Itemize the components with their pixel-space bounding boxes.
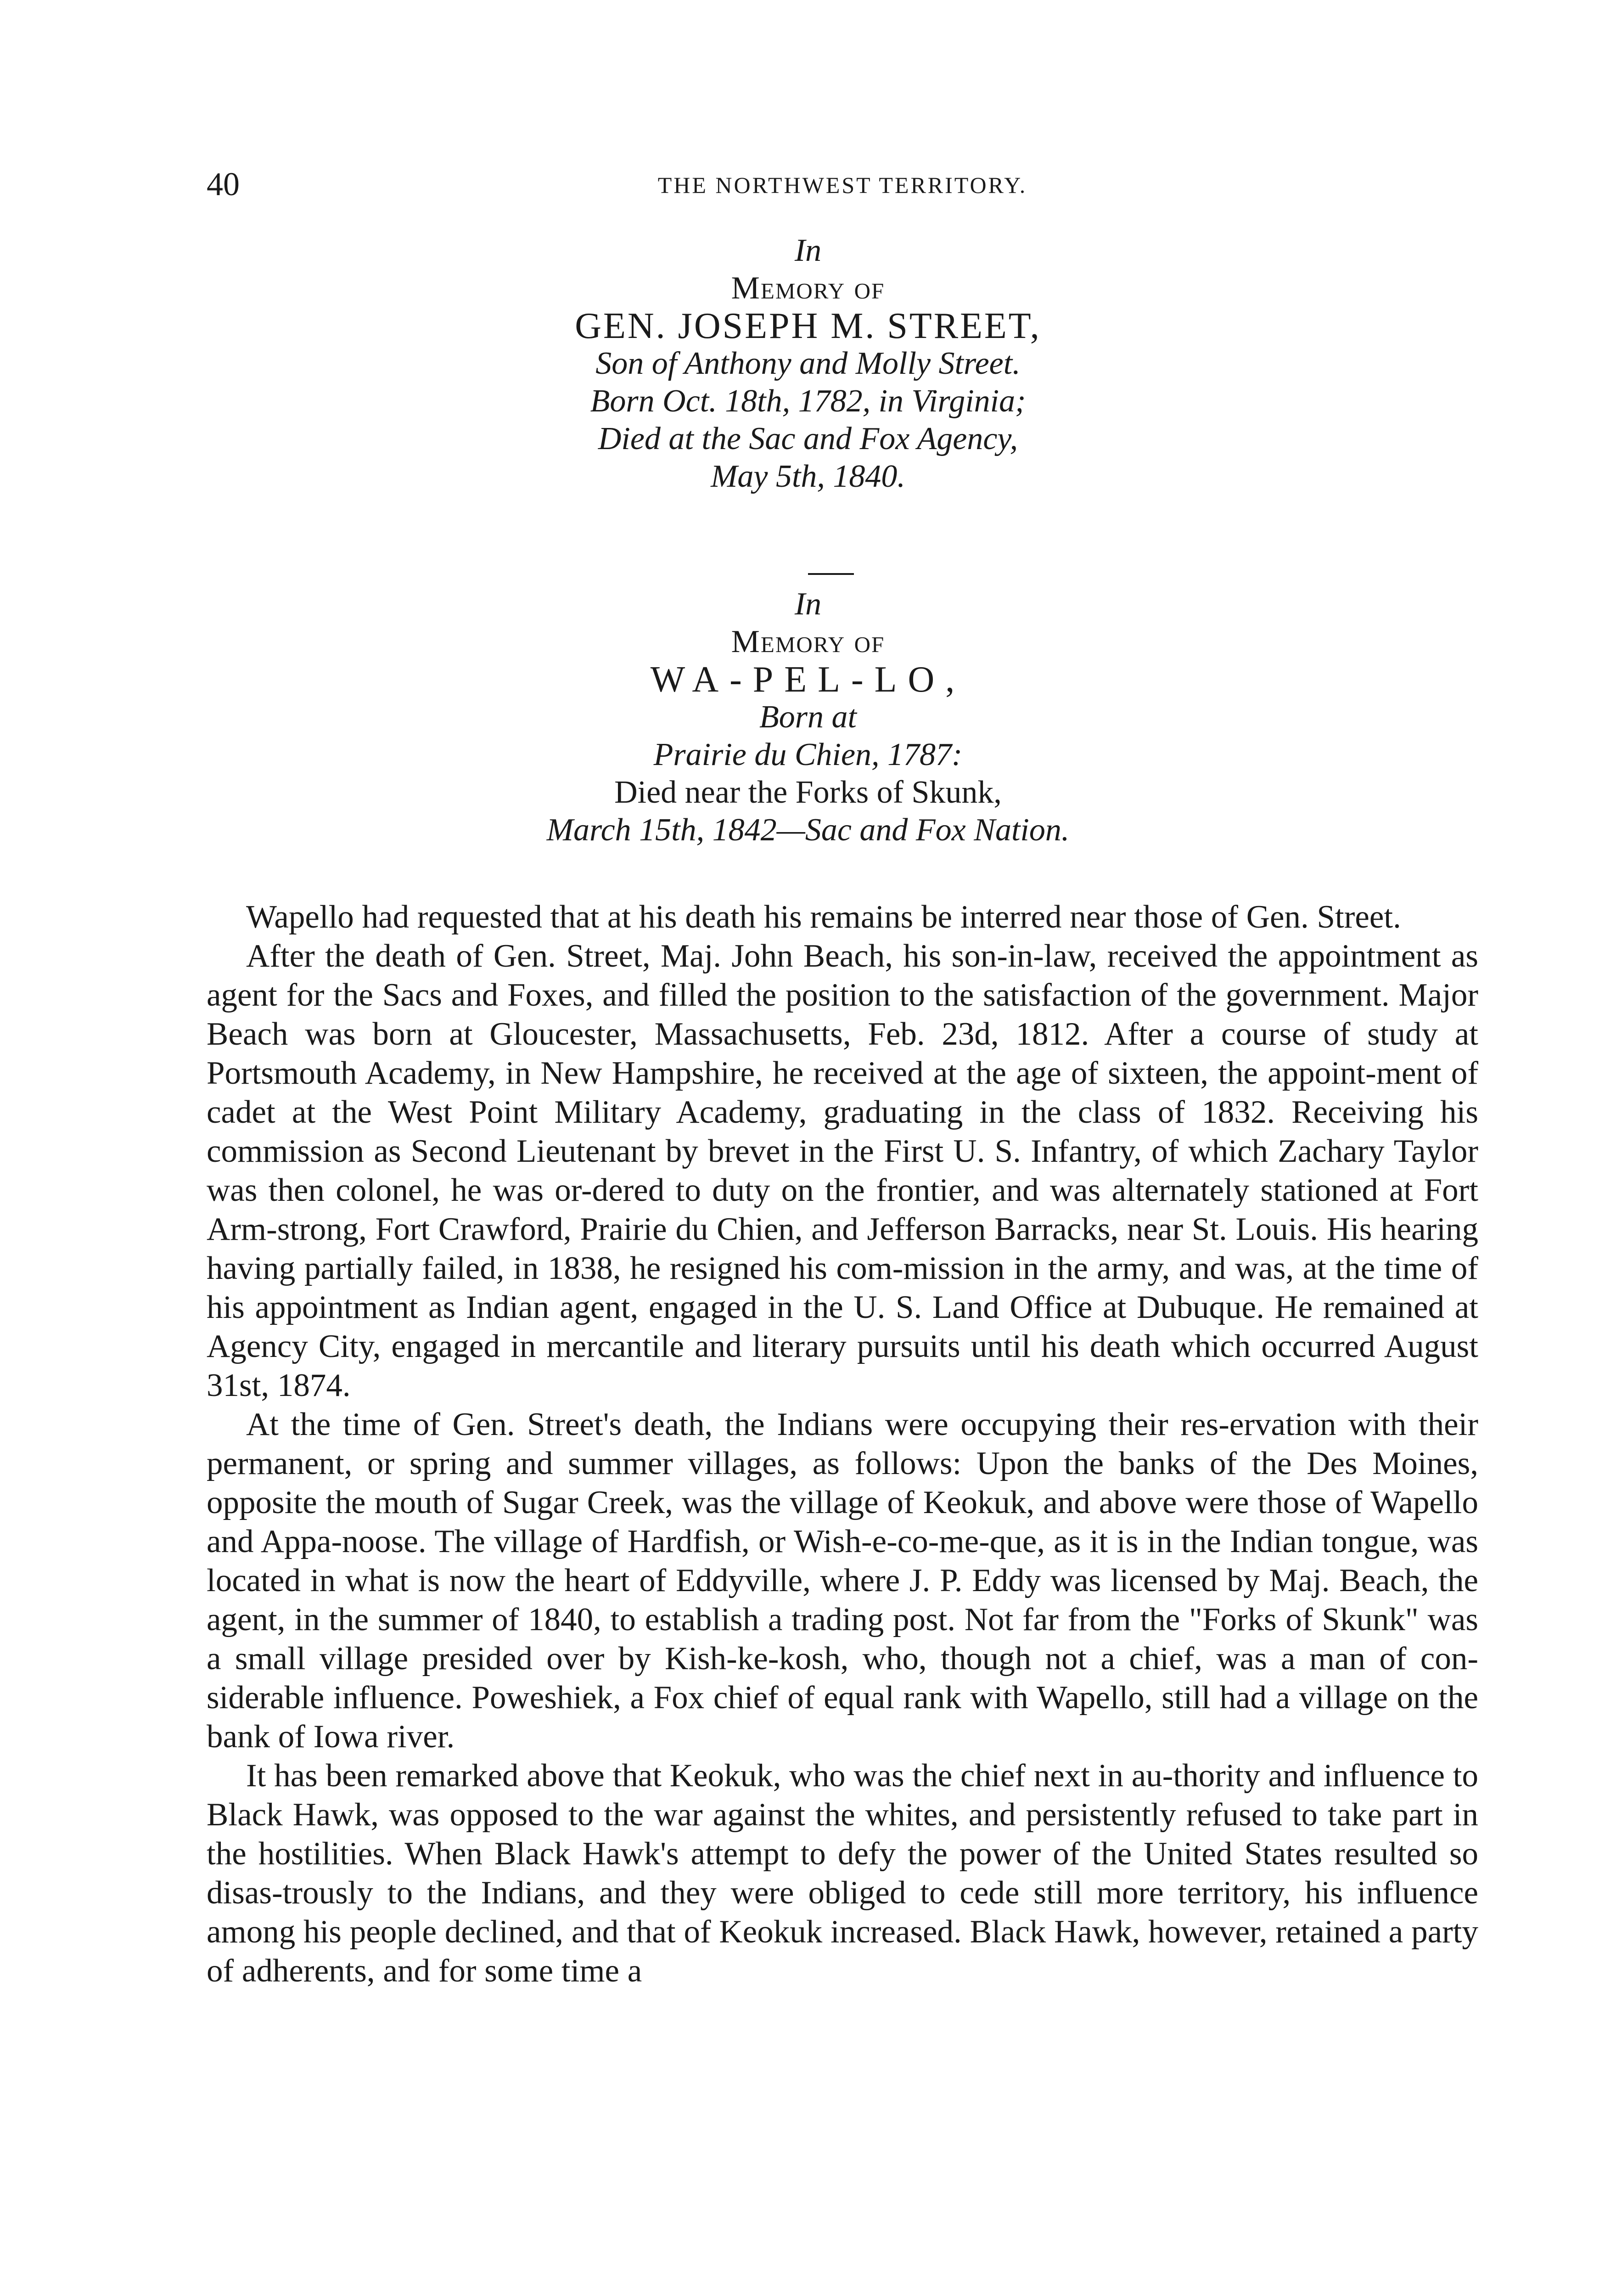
memorial-line: Born at	[759, 699, 857, 735]
paragraph: It has been remarked above that Keokuk, who was the chief next in au-thority and influence to Black Hawk, was opposed to the war against the whites, and persistently refused to take part in the hostilities. When Black Hawk's attempt to defy the power of the United States resulted so disas-trously to the Indians, and they were obliged to cede still more territory, his influence among his people declined, and that of Keokuk increased. Black Hawk, however, retained a party of adherents, and for some time a	[207, 1758, 1478, 1989]
paragraph: After the death of Gen. Street, Maj. John Beach, his son-in-law, received the appointment as agent for the Sacs and Foxes, and filled the position to the satisfaction of the government. Major Beach was born at Gloucester, Massachusetts, Feb. 23d, 1812. After a course of study at Portsmouth Academy, in New Hampshire, he received at the age of sixteen, the appoint-ment of cadet at the West Point Military Academy, graduating in the class of 1832. Receiving his commission as Second Lieutenant by brevet in the First U. S. Infantry, of which Zachary Taylor was then colonel, he was or-dered to duty on the frontier, and was alternately stationed at Fort Arm-strong, Fort Crawford, Prairie du Chien, and Jefferson Barracks, near St. Louis. His hearing having partially failed, in 1838, he resigned his com-mission in the army, and was, at the time of his appointment as Indian agent, engaged in the U. S. Land Office at Dubuque. He remained at Agency City, engaged in mercantile and literary pursuits until his death which occurred August 31st, 1874.	[207, 938, 1478, 1403]
memorial-line: Died near the Forks of Skunk,	[614, 775, 1002, 810]
paragraph: Wapello had requested that at his death his remains be interred near those of Gen. Street.	[246, 899, 1401, 935]
running-head	[207, 165, 1478, 207]
memorial-joseph-street	[0, 232, 1616, 495]
page-number: 40	[207, 166, 240, 203]
memorial-name: WA-PEL-LO,	[650, 659, 966, 700]
memorial-line: Prairie du Chien, 1787:	[653, 737, 963, 772]
memorial-line: Born Oct. 18th, 1782, in Virginia;	[590, 383, 1026, 419]
memorial-memory-of: Memory of	[731, 270, 885, 306]
memorial-in: In	[794, 233, 822, 268]
memorial-line: March 15th, 1842—Sac and Fox Nation.	[546, 812, 1070, 848]
body-text	[207, 898, 1478, 1991]
paragraph: At the time of Gen. Street's death, the Indians were occupying their res-ervation with their permanent, or spring and summer villages, as follows: Upon the banks of the Des Moines, opposite the mouth of Sugar Creek, was the village of Keokuk, and above were those of Wapello and Appa-noose. The village of Hardfish, or Wish-e-co-me-que, as it is in the Indian tongue, was located in what is now the heart of Eddyville, where J. P. Eddy was licensed by Maj. Beach, the agent, in the summer of 1840, to establish a trading post. Not far from the "Forks of Skunk" was a small village presided over by Kish-ke-kosh, who, though not a chief, was a man of con-siderable influence. Poweshiek, a Fox chief of equal rank with Wapello, still had a village on the bank of Iowa river.	[207, 1407, 1478, 1755]
memorial-line: Died at the Sac and Fox Agency,	[598, 421, 1018, 456]
memorial-memory-of: Memory of	[731, 624, 885, 659]
memorial-line: Son of Anthony and Molly Street.	[595, 346, 1021, 381]
section-divider	[808, 573, 854, 575]
memorial-in: In	[794, 586, 822, 622]
running-title: THE NORTHWEST TERRITORY.	[657, 172, 1027, 198]
memorial-line: May 5th, 1840.	[711, 459, 905, 494]
memorial-wapello	[0, 585, 1616, 849]
memorial-name: GEN. JOSEPH M. STREET,	[575, 306, 1041, 346]
